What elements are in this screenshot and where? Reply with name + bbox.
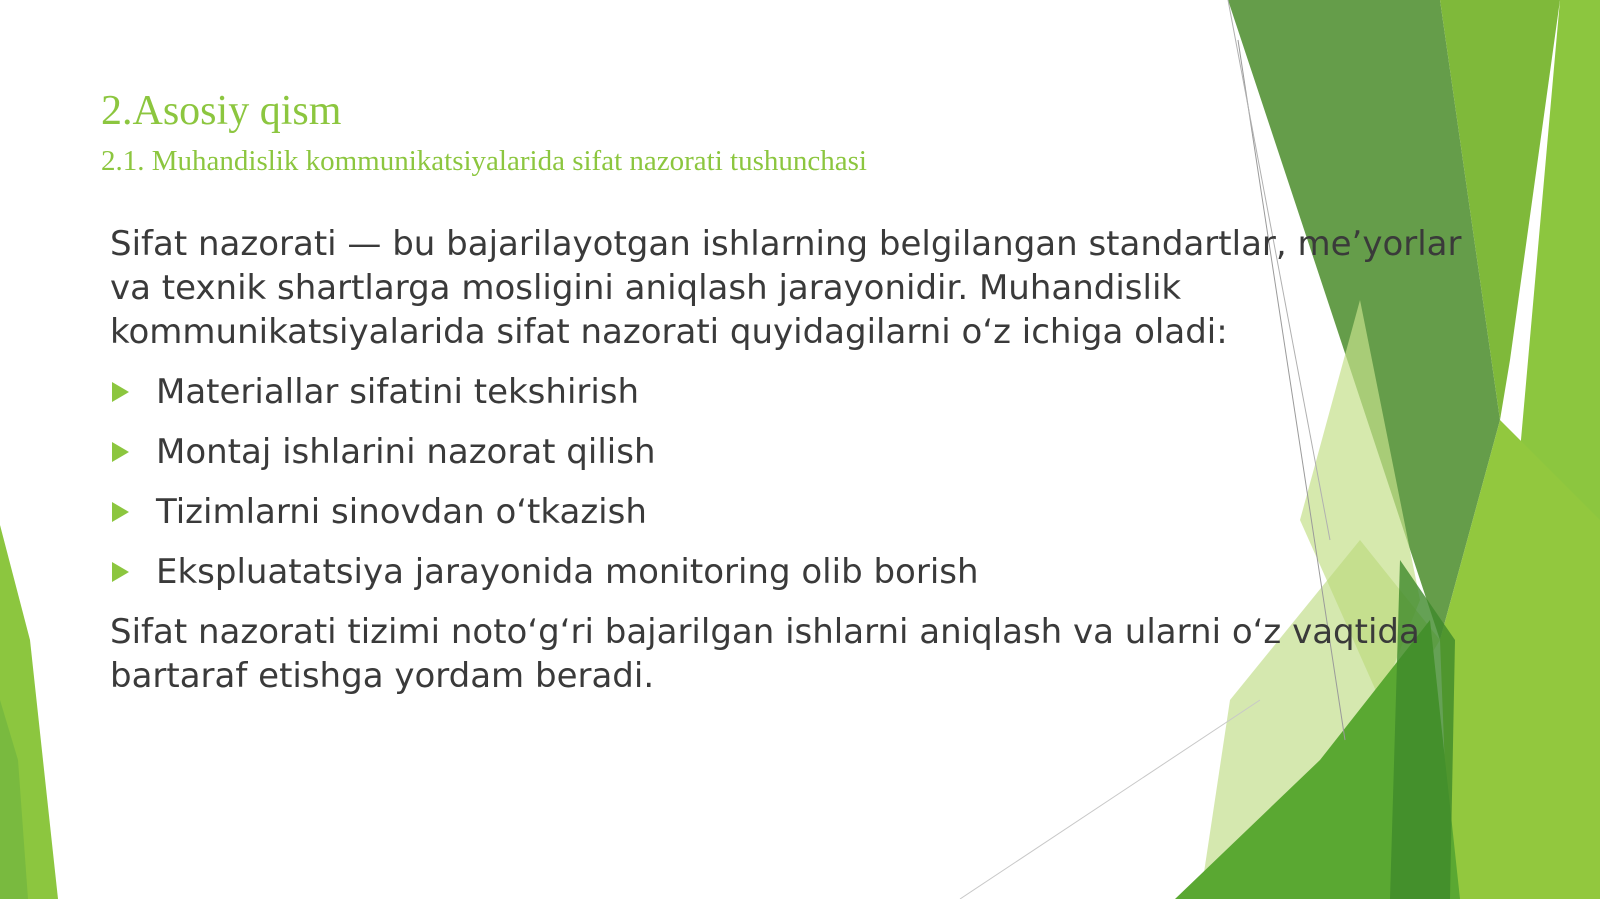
bullet-item [110, 550, 1490, 594]
slide-title: 2.Asosiy qism [101, 88, 342, 134]
triangle-bullet-icon [112, 502, 129, 522]
bullet-text: Ekspluatatsiya jarayonida monitoring olib borish [156, 552, 979, 592]
bullet-text: Montaj ishlarini nazorat qilish [156, 432, 656, 472]
triangle-bullet-icon [112, 442, 129, 462]
triangle-bullet-icon [112, 382, 129, 402]
bullet-item [110, 490, 1490, 534]
conclusion-paragraph: Sifat nazorati tizimi noto‘g‘ri bajarilgan ishlarni aniqlash va ularni o‘z vaqtida bartaraf etishga yordam beradi. [110, 612, 1420, 696]
slide-subtitle: 2.1. Muhandislik kommunikatsiyalarida sifat nazorati tushunchasi [101, 145, 867, 177]
bullet-text: Materiallar sifatini tekshirish [156, 372, 640, 412]
bullet-text: Tizimlarni sinovdan o‘tkazish [156, 492, 647, 532]
bullet-list [110, 370, 1490, 594]
bullet-item [110, 430, 1490, 474]
slide-body [110, 222, 1490, 698]
bullet-item [110, 370, 1490, 414]
intro-paragraph: Sifat nazorati — bu bajarilayotgan ishlarning belgilangan standartlar, me’yorlar va texnik shartlarga mosligini aniqlash jarayonidir. Muhandislik kommunikatsiyalarida sifat nazorati quyidagilarni o‘z ichiga oladi: [110, 224, 1462, 352]
triangle-bullet-icon [112, 562, 129, 582]
